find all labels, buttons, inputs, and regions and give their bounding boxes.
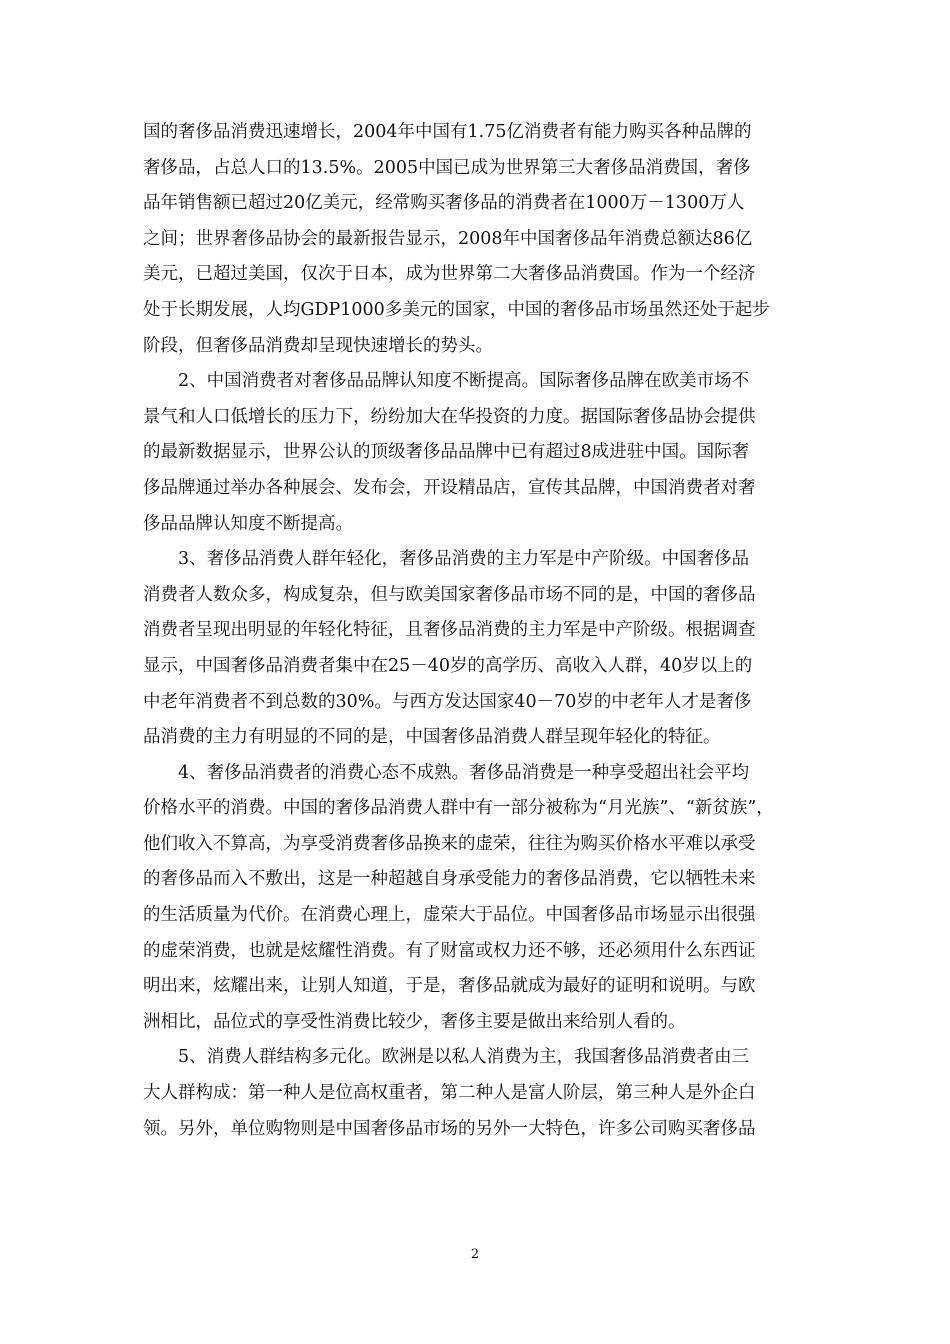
body-text (143, 115, 805, 1147)
text-line: 阶段，但奢侈品消费却呈现快速增长的势头。 (143, 335, 493, 356)
text-line: 处于长期发展，人均GDP1000多美元的国家，中国的奢侈品市场虽然还处于起步 (143, 299, 770, 320)
text-line: 的奢侈品而入不敷出，这是一种超越自身承受能力的奢侈品消费，它以牺牲未来 (143, 869, 756, 890)
text-line: 品年销售额已超过20亿美元，经常购买奢侈品的消费者在1000万－1300万人 (143, 193, 745, 214)
text-line: 侈品品牌认知度不断提高。 (143, 513, 353, 534)
text-line: 洲相比，品位式的享受性消费比较少，奢侈主要是做出来给别人看的。 (143, 1011, 686, 1032)
text-line: 他们收入不算高，为享受消费奢侈品换来的虚荣，往往为购买价格水平难以承受 (143, 833, 756, 854)
text-line: 3、奢侈品消费人群年轻化，奢侈品消费的主力军是中产阶级。中国奢侈品 (143, 549, 750, 570)
text-line: 2、中国消费者对奢侈品品牌认知度不断提高。国际奢侈品牌在欧美市场不 (143, 371, 750, 392)
text-line: 侈品牌通过举办各种展会、发布会，开设精品店，宣传其品牌，中国消费者对奢 (143, 477, 756, 498)
text-line: 4、奢侈品消费者的消费心态不成熟。奢侈品消费是一种享受超出社会平均 (143, 762, 750, 783)
text-line: 的虚荣消费，也就是炫耀性消费。有了财富或权力还不够，还必须用什么东西证 (143, 940, 756, 961)
text-line: 景气和人口低增长的压力下，纷纷加大在华投资的力度。据国际奢侈品协会提供 (143, 406, 756, 427)
text-line: 奢侈品，占总人口的13.5%。2005中国已成为世界第三大奢侈品消费国，奢侈 (143, 157, 751, 178)
text-line: 大人群构成：第一种人是位高权重者，第二种人是富人阶层，第三种人是外企白 (143, 1083, 756, 1104)
text-line: 价格水平的消费。中国的奢侈品消费人群中有一部分被称为“月光族”、“新贫族”， (143, 798, 774, 819)
text-line: 国的奢侈品消费迅速增长，2004年中国有1.75亿消费者有能力购买各种品牌的 (143, 122, 752, 142)
text-line: 5、消费人群结构多元化。欧洲是以私人消费为主，我国奢侈品消费者由三 (143, 1047, 750, 1068)
text-line: 消费者呈现出明显的年轻化特征，且奢侈品消费的主力军是中产阶级。根据调查 (143, 620, 756, 641)
page-number: 2 (470, 1247, 480, 1262)
text-line: 的生活质量为代价。在消费心理上，虚荣大于品位。中国奢侈品市场显示出很强 (143, 905, 756, 926)
text-line: 中老年消费者不到总数的30%。与西方发达国家40－70岁的中老年人才是奢侈 (143, 691, 752, 712)
text-line: 之间；世界奢侈品协会的最新报告显示，2008年中国奢侈品年消费总额达86亿 (143, 228, 753, 249)
text-line: 的最新数据显示，世界公认的顶级奢侈品品牌中已有超过8成进驻中国。国际奢 (143, 442, 750, 463)
text-line: 消费者人数众多，构成复杂，但与欧美国家奢侈品市场不同的是，中国的奢侈品 (143, 584, 756, 605)
text-line: 品消费的主力有明显的不同的是，中国奢侈品消费人群呈现年轻化的特征。 (143, 727, 721, 748)
text-line: 美元，已超过美国，仅次于日本，成为世界第二大奢侈品消费国。作为一个经济 (143, 264, 756, 285)
text-line: 显示，中国奢侈品消费者集中在25－40岁的高学历、高收入人群，40岁以上的 (143, 655, 753, 676)
text-line: 明出来，炫耀出来，让别人知道，于是，奢侈品就成为最好的证明和说明。与欧 (143, 976, 756, 997)
text-line: 领。另外，单位购物则是中国奢侈品市场的另外一大特色，许多公司购买奢侈品 (143, 1118, 756, 1139)
